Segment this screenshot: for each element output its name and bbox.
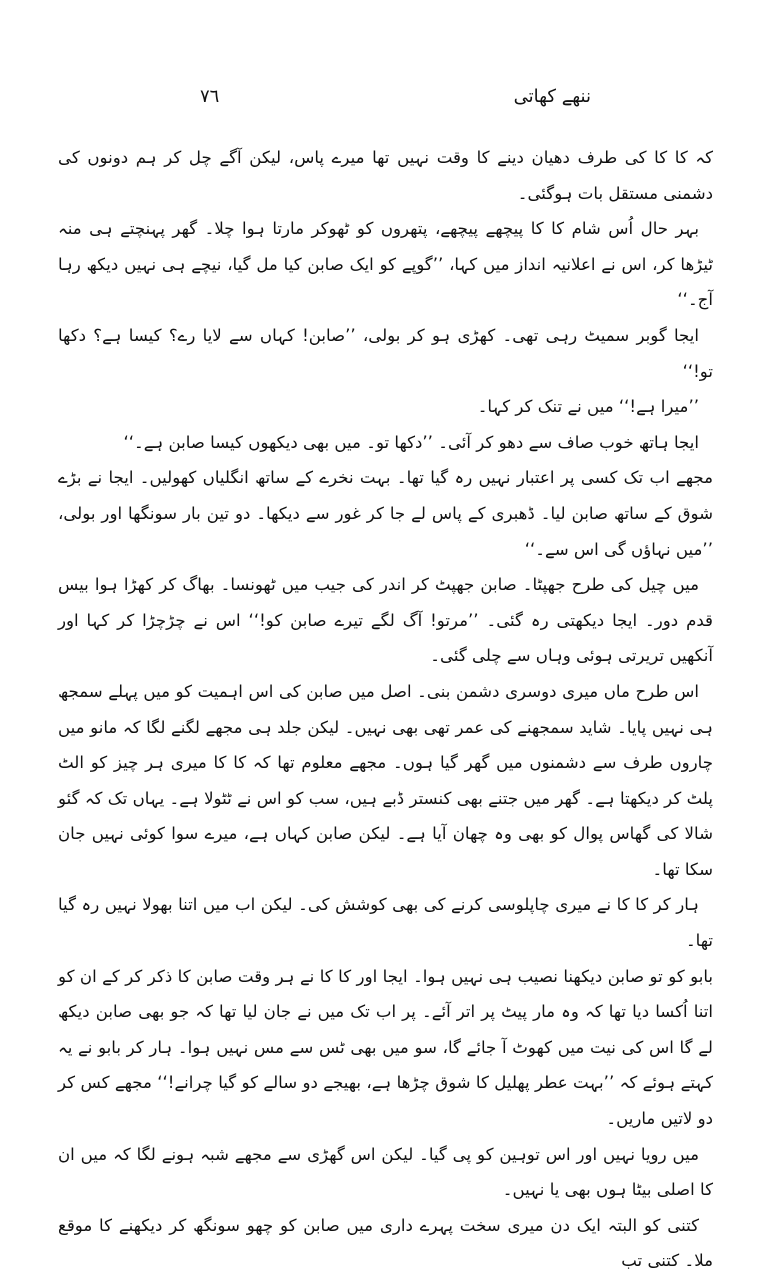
paragraph: ایجا گوبر سمیٹ رہی تھی۔ کھڑی ہو کر بولی، ’’صابن! کہاں سے لایا رے؟ کیسا ہے؟ دکھا تو!‘‘ (58, 325, 713, 381)
paragraph: میں چیل کی طرح جھپٹا۔ صابن جھپٹ کر اندر کی جیب میں ٹھونسا۔ بھاگ کر کھڑا ہوا بیس قدم دور۔ ایجا دیکھتی رہ گئی۔ ’’مرتو! آگ لگے تیرے صابن کو!‘‘ اس نے چڑچڑا کر کہا اور آنکھیں تریرتی ہوئی وہاں سے چلی گئی۔ (58, 575, 713, 666)
page-header (60, 86, 701, 116)
paragraph: مجھے اب تک کسی پر اعتبار نہیں رہ گیا تھا۔ بہت نخرے کے ساتھ انگلیاں کھولیں۔ ایجا نے بڑے شوق کے ساتھ صابن لیا۔ ڈھبری کے پاس لے جا کر غور سے دیکھا۔ دو تین بار سونگھا اور بولی، ’’میں نہاؤں گی اس سے۔‘‘ (58, 468, 713, 559)
paragraph: بہر حال اُس شام کا کا پیچھے پیچھے، پتھروں کو ٹھوکر مارتا ہوا چلا۔ گھر پہنچتے ہی منہ ٹیڑھا کر، اس نے اعلانیہ انداز میں کہا، ’’گوپے کو ایک صابن کیا مل گیا، نیچے ہی نہیں دیکھ رہا آج۔‘‘ (58, 219, 713, 310)
paragraph: اس طرح ماں میری دوسری دشمن بنی۔ اصل میں صابن کی اس اہمیت کو میں پہلے سمجھ ہی نہیں پایا۔ شاید سمجھنے کی عمر تھی بھی نہیں۔ لیکن جلد ہی مجھے لگنے لگا کہ مانو میں چاروں طرف سے دشمنوں میں گھر گیا ہوں۔ مجھے معلوم تھا کہ کا کا میری ہر چیز کو الٹ پلٹ کر دیکھتا ہے۔ گھر میں جتنے بھی کنستر ڈبے ہیں، سب کو اس نے ٹٹولا ہے۔ یہاں تک کہ گئو شالا کی گھاس پوال کو بھی وہ چھان آیا ہے۔ لیکن صابن کہاں ہے، میرے سوا کوئی نہیں جان سکا تھا۔ (58, 681, 713, 879)
paragraph: کہ کا کا کی طرف دھیان دینے کا وقت نہیں تھا میرے پاس، لیکن آگے چل کر ہم دونوں کی دشمنی مستقل بات ہوگئی۔ (58, 148, 713, 203)
body-text (58, 140, 713, 1279)
paragraph: ہار کر کا کا نے میری چاپلوسی کرنے کی بھی کوشش کی۔ لیکن اب میں اتنا بھولا نہیں رہ گیا تھا۔ (58, 895, 713, 951)
paragraph: ’’میرا ہے!‘‘ میں نے تنک کر کہا۔ (477, 397, 699, 417)
paragraph: بابو کو تو صابن دیکھنا نصیب ہی نہیں ہوا۔ ایجا اور کا کا نے ہر وقت صابن کا ذکر کر کے ان کو اتنا اُکسا دیا تھا کہ وہ مار پیٹ پر اتر آئے۔ پر اب تک میں نے جان لیا تھا کہ جو بھی صابن دیکھ لے گا اس کی نیت میں کھوٹ آ جائے گا، سو میں بھی ٹس سے مس نہیں ہوا۔ ہار کر بابو نے یہ کہتے ہوئے کہ ’’بہت عطر پھلیل کا شوق چڑھا ہے، بھیجے دو سالے کو گیا چرانے!‘‘ مجھے کس کر دو لاتیں ماریں۔ (58, 966, 713, 1129)
running-title: ننھے کھاتی (513, 86, 591, 107)
paragraph: میں رویا نہیں اور اس توہین کو پی گیا۔ لیکن اس گھڑی سے مجھے شبہ ہونے لگا کہ میں ان کا اصلی بیٹا ہوں بھی یا نہیں۔ (58, 1144, 713, 1200)
paragraph: ایجا ہاتھ خوب صاف سے دھو کر آئی۔ ’’دکھا تو۔ میں بھی دیکھوں کیسا صابن ہے۔‘‘ (123, 432, 699, 452)
paragraph: کتنی کو البتہ ایک دن میری سخت پہرے داری میں صابن کو چھو سونگھ کر دیکھنے کا موقع ملا۔ کتنی تب (58, 1215, 713, 1271)
page-number: ۷٦ (200, 86, 220, 107)
